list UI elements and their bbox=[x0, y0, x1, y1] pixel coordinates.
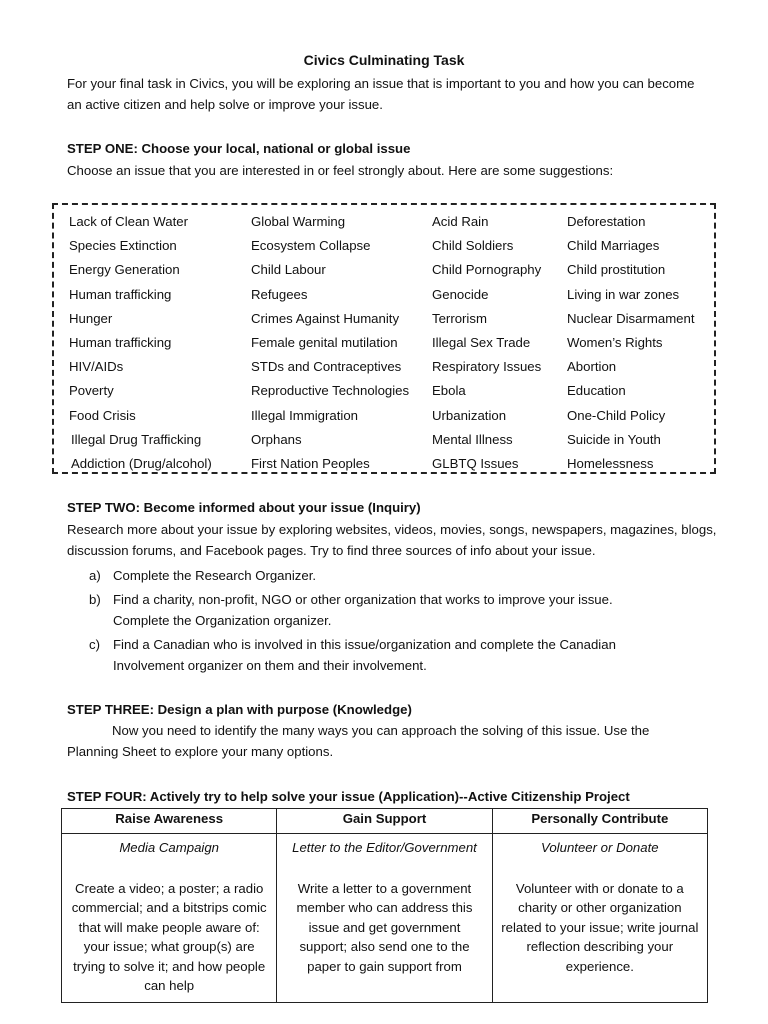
issue-item: STDs and Contraceptives bbox=[251, 359, 402, 375]
issue-item: Poverty bbox=[69, 383, 114, 399]
step-two-heading: STEP TWO: Become informed about your issue (Inquiry) bbox=[67, 500, 421, 515]
list-item-text: Find a charity, non-profit, NGO or other organization that works to improve your issue. Complete the Organization organizer. bbox=[113, 592, 613, 628]
issue-item: Hunger bbox=[69, 310, 113, 326]
issue-item: Abortion bbox=[567, 359, 617, 375]
issue-item: Illegal Drug Trafficking bbox=[71, 431, 202, 447]
step-three-text: Now you need to identify the many ways you can approach the solving of this issue. Use the Planning Sheet to explore your many options. bbox=[67, 723, 650, 759]
issue-item: Terrorism bbox=[432, 310, 487, 326]
issues-column-3 bbox=[432, 210, 541, 476]
issue-item: Human trafficking bbox=[69, 286, 172, 302]
issue-item: Urbanization bbox=[432, 407, 507, 423]
issue-item: First Nation Peoples bbox=[251, 455, 370, 471]
list-marker: b) bbox=[89, 592, 101, 607]
method-description: Volunteer with or donate to a charity or other organization related to your issue; write journal reflection describing your experience. bbox=[501, 880, 699, 974]
intro-paragraph: For your final task in Civics, you will be exploring an issue that is important to you and how you can become an active citizen and help solve or improve your issue. bbox=[67, 76, 695, 112]
issue-item: Acid Rain bbox=[432, 214, 489, 229]
issue-item: HIV/AIDs bbox=[69, 359, 124, 375]
table-header-cell: Personally Contribute bbox=[492, 809, 707, 834]
issue-item: Nuclear Disarmament bbox=[567, 310, 695, 326]
method-description: Write a letter to a government member who can address this issue and get government support; also send one to the paper to gain support from bbox=[296, 880, 473, 974]
issue-item: One-Child Policy bbox=[567, 407, 666, 423]
issue-item: Female genital mutilation bbox=[251, 334, 398, 350]
issue-item: Genocide bbox=[432, 286, 489, 302]
active-citizenship-table bbox=[61, 808, 708, 1003]
issue-item: Mental Illness bbox=[432, 431, 513, 447]
table-cell bbox=[277, 834, 492, 1003]
issue-item: Child Soldiers bbox=[432, 238, 514, 254]
step-two-text: Research more about your issue by exploring websites, videos, movies, songs, newspapers, magazines, blogs, discussion forums, and Facebook pages. Try to find three sources of info about your issue. bbox=[67, 522, 717, 558]
issue-item: Education bbox=[567, 383, 626, 399]
issue-item: Women’s Rights bbox=[567, 334, 663, 350]
issues-column-1 bbox=[69, 210, 212, 476]
method-label: Volunteer or Donate bbox=[541, 840, 659, 855]
method-label: Media Campaign bbox=[119, 840, 220, 855]
method-description: Create a video; a poster; a radio commercial; and a bitstrips comic that will make people aware of: your issue; what group(s) are trying to solve it; and how people can help bbox=[71, 880, 267, 993]
issue-item: Global Warming bbox=[251, 214, 346, 229]
issues-column-2 bbox=[251, 210, 409, 476]
method-label: Letter to the Editor/Government bbox=[292, 840, 477, 855]
issue-item: Reproductive Technologies bbox=[251, 383, 410, 399]
issue-item: Human trafficking bbox=[69, 334, 172, 350]
table-header-row bbox=[62, 809, 708, 834]
issue-item: Deforestation bbox=[567, 214, 646, 229]
issue-item: Child Labour bbox=[251, 262, 326, 278]
table-cell bbox=[62, 834, 277, 1003]
issue-item: Food Crisis bbox=[69, 407, 136, 423]
step-three-heading: STEP THREE: Design a plan with purpose (Knowledge) bbox=[67, 702, 412, 717]
issue-item: Suicide in Youth bbox=[567, 431, 661, 447]
issue-item: GLBTQ Issues bbox=[432, 455, 519, 471]
issue-item: Ebola bbox=[432, 383, 466, 399]
issue-item: Crimes Against Humanity bbox=[251, 310, 400, 326]
issue-item: Living in war zones bbox=[567, 286, 680, 302]
table-header-cell: Gain Support bbox=[277, 809, 492, 834]
list-item-text: Complete the Research Organizer. bbox=[113, 568, 317, 583]
list-marker: a) bbox=[89, 568, 101, 583]
list-item-text: Find a Canadian who is involved in this issue/organization and complete the Canadian Involvement organizer on them and their involvement. bbox=[113, 637, 616, 673]
step-one-heading: STEP ONE: Choose your local, national or global issue bbox=[67, 141, 411, 156]
issue-item: Illegal Immigration bbox=[251, 407, 359, 423]
table-cell bbox=[492, 834, 707, 1003]
issue-item: Illegal Sex Trade bbox=[432, 334, 531, 350]
step-one-text: Choose an issue that you are interested in or feel strongly about. Here are some suggestions: bbox=[67, 163, 614, 178]
issue-item: Orphans bbox=[251, 431, 302, 447]
list-marker: c) bbox=[89, 637, 100, 652]
issue-item: Child prostitution bbox=[567, 262, 666, 278]
page-title: Civics Culminating Task bbox=[303, 52, 465, 68]
issue-item: Child Pornography bbox=[432, 262, 542, 278]
issue-item: Refugees bbox=[251, 286, 308, 302]
issue-item: Lack of Clean Water bbox=[69, 214, 188, 229]
issue-item: Ecosystem Collapse bbox=[251, 238, 371, 254]
issue-item: Species Extinction bbox=[69, 238, 177, 254]
issue-item: Respiratory Issues bbox=[432, 359, 542, 375]
issue-item: Energy Generation bbox=[69, 262, 180, 278]
issues-suggestion-box bbox=[52, 203, 716, 474]
table-row bbox=[62, 834, 708, 1003]
issue-item: Child Marriages bbox=[567, 238, 660, 254]
table-header-cell: Raise Awareness bbox=[62, 809, 277, 834]
issues-column-4 bbox=[567, 210, 695, 476]
step-four-heading: STEP FOUR: Actively try to help solve your issue (Application)--Active Citizenship Project bbox=[67, 789, 630, 804]
issue-item: Addiction (Drug/alcohol) bbox=[71, 455, 212, 471]
issue-item: Homelessness bbox=[567, 455, 654, 471]
